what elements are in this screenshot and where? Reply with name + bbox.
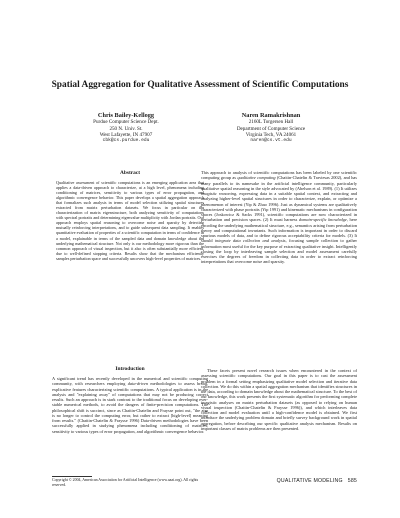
page-number: 585 [347, 478, 357, 484]
author-affiliation-line: West Lafayette, IN 47907 [99, 131, 153, 138]
right-column-paragraph-2: These facets present novel research issues when encountered in the context of assessing scientific computations. Our goal in this paper is to cast the assessment problem in a formal setting emphasizing qualitative model selection and iterative data collection. We do this within a spatial aggregation mechanism that identifies structures in the data, according to domain knowledge about the mathematical structure. To the best of our knowledge, this work presents the first systematic algorithm for performing complete imagistic analyses on matrix perturbation datasets (as opposed to relying on human visual inspection (Chaitin-Chatelin & Fraysse 1996)), and which interleaves data collection and model evaluation until a high-confidence model is obtained. We first introduce the underlying problem domain and briefly survey background work in spatial aggregation, before describing our specific qualitative analysis mechanism. Results on important classes of matrix problems are then presented. [201, 368, 357, 431]
intro-text: methodologies to assess broad, explicative features characterizing scientific computations. A typical application is in the analysis and "explaining away" of computations that may not be producing correct results. Such an approach is in stark contrast to the traditional focus on developing ever-stable numerical methods, to avoid the dangers of finite-precision computations. The philosophical shift is succinct, since as Chaitin-Chatelin and Fraysse point out, "the aim is no longer to control the computing error, but rather to extract [high-level] meaning from results." (Chaitin-Chatelin & Fraysse 1996) Data-driven methodologies have been successfully applied in studying phenomena including conditioning of matrices, sensitivity to various types of error propagation, and algorithmic convergence behavior. [52, 381, 208, 434]
author-name: Naren Ramakrishnan [241, 112, 301, 119]
author-affiliation-line: 2160L Torgersen Hall [248, 119, 294, 126]
body-text: (Chaitin-Chatelin & Traviesas 2002), and has many parallels to its namesake in the artificial intelligence community, particularly qualitative spatial reasoning in the style advocated by (Abelson et al. 1989). (1) It utilizes [201, 175, 357, 191]
author-affiliation-line: Department of Computer Science [236, 125, 306, 132]
body-emphasis: domain-specific knowledge [298, 217, 347, 223]
copyright-notice: Copyright © 2004, American Association for Artificial Intelligence (www.aaai.org). All rights reserved. [52, 478, 199, 487]
intro-text: A significant trend has recently developed in the numerical and scientific computing community, with researchers employing [52, 376, 208, 387]
body-emphasis: imagistic reasoning [201, 191, 237, 196]
abstract-text: Qualitative assessment of scientific computations is an emerging application area that applies a data-driven approach to characterize, at a high level, phenomena including conditioning of matrices, sensitivity to various types of error propagation, and algorithmic convergence behavior. This paper develops a spatial aggregation approach that formalizes such analysis in terms of model selection utilizing spatial structures extracted from matrix perturbation datasets. We focus in particular on the characterization of matrix eigenstructure, both analyzing sensitivity of computations with spectral portraits and determining eigenvalue multiplicity with Jordan portraits. Our approach employs spatial reasoning to overcome noise and sparsity by detecting mutually reinforcing interpretations, and to guide subsequent data sampling. It enables quantitative evaluation of properties of a scientific computation in terms of confidence in a model, explainable in terms of the sampled data and domain knowledge about the underlying mathematical structure. Not only is our methodology more rigorous than the common approach of visual inspection, but it also is often substantially more efficient, due to well-defined stopping criteria. Results show that the mechanism efficiently samples perturbation space and successfully uncovers high-level properties of matrices. [56, 180, 204, 261]
intro-emphasis: data-driven [127, 381, 149, 387]
running-head-label: QUALITATIVE MODELING [276, 478, 343, 484]
body-text: , focusing sample collection to gather information most useful for the key purpose of extracting qualitative insight. Intelligently closing the loop by interleaving sample selection and model assessment carefully exercises the degrees of freedom in collecting data in order to extract reinforcing interpretations that overcome noise and sparsity. [201, 238, 358, 265]
author-block-1 [51, 112, 201, 144]
right-column-paragraph-1 [201, 170, 357, 265]
abstract-heading: Abstract [119, 170, 141, 176]
body-emphasis: integrate data collection and analysis [214, 238, 286, 244]
author-name: Chris Bailey-Kellogg [97, 112, 155, 119]
author-affiliation-line: Purdue Computer Science Dept. [93, 119, 159, 126]
footnote-rule [52, 476, 92, 477]
author-block-2 [196, 112, 346, 144]
body-text: This approach to analysis of scientific computations has been labeled by one scientific computing group as [201, 170, 357, 181]
author-email: cbk@cs.purdue.edu [102, 138, 150, 144]
body-emphasis: qualitative computing [237, 175, 276, 181]
body-text: , expressing data in a suitable spatial context, and extracting and analyzing higher-level spatial structures in order to characterize, explain, or optimize a phenomenon of interest (Yip & Zhao 1996). Just as dynamical systems are qualitatively characterized with phase portraits (Yip 1991) and kinematic mechanisms in configuration spaces (Joskowicz & Sacks 1991), scientific computations are now characterized in perturbation and precision spaces. (2) It must harness [201, 191, 357, 223]
author-affiliation-line: 250 N. Univ. St. [109, 125, 143, 132]
paper-title: Spatial Aggregation for Qualitative Assessment of Scientific Computations [51, 80, 349, 90]
introduction-heading: Introduction [115, 366, 145, 372]
author-affiliation-line: Virginia Tech, VA 24061 [245, 131, 297, 138]
introduction-paragraph [52, 376, 208, 434]
author-email: naren@cs.vt.edu [250, 138, 292, 144]
body-text: , here encoding the underlying mathematical structure, e.g., semantics arising from perturbation theory and computational invariants. Such information is important in order to discard spurious models of data, and to define rigorous acceptability criteria for models. (3) It should [201, 217, 357, 244]
running-footer [272, 478, 357, 484]
